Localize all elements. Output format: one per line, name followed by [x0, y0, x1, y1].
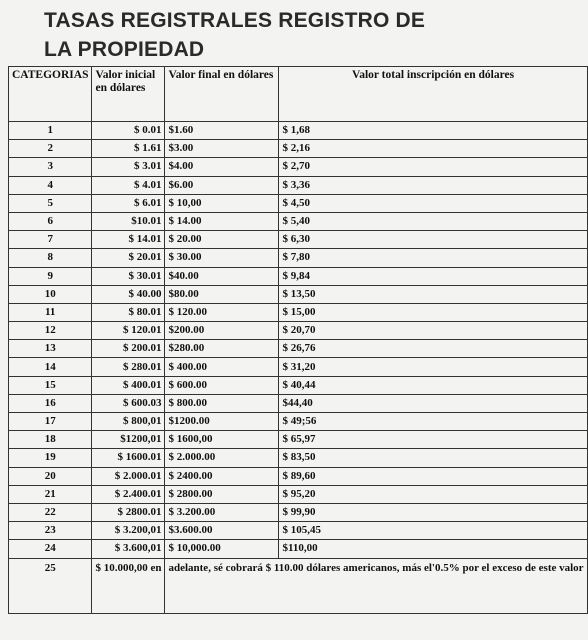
cell-final-value: $80.00: [165, 285, 279, 303]
cell-category: 15: [9, 376, 92, 394]
table-row: [9, 194, 588, 212]
cell-final-value: $4.00: [165, 158, 279, 176]
cell-total-value: $ 15,00: [279, 303, 587, 321]
cell-category: 7: [9, 231, 92, 249]
header-valor-final: Valor final en dólares: [165, 67, 279, 122]
table-row: [9, 140, 588, 158]
table-row: [9, 231, 588, 249]
cell-category: 23: [9, 522, 92, 540]
cell-initial-value: $ 2.000.01: [92, 467, 165, 485]
table-row: [9, 303, 588, 321]
cell-final-value: $ 600.00: [165, 376, 279, 394]
cell-initial-value: $ 2800.01: [92, 503, 165, 521]
cell-initial-value: $ 0.01: [92, 122, 165, 140]
table-row: [9, 176, 588, 194]
cell-final-value: $ 2.000.00: [165, 449, 279, 467]
cell-final-value: $1200.00: [165, 413, 279, 431]
table-row: [9, 540, 588, 558]
cell-total-value: $ 2,70: [279, 158, 587, 176]
cell-category: 8: [9, 249, 92, 267]
cell-total-value: $ 49;56: [279, 413, 587, 431]
table-row: [9, 394, 588, 412]
cell-category: 18: [9, 431, 92, 449]
cell-total-value: $ 99,90: [279, 503, 587, 521]
table-row: [9, 522, 588, 540]
cell-initial-value: $ 1600.01: [92, 449, 165, 467]
cell-final-value: $3.600.00: [165, 522, 279, 540]
table-row: [9, 285, 588, 303]
cell-final-value: $ 400.00: [165, 358, 279, 376]
cell-initial-value: $ 20.01: [92, 249, 165, 267]
cell-category: 19: [9, 449, 92, 467]
cell-total-value: $ 89,60: [279, 467, 587, 485]
cell-initial-value: $ 200.01: [92, 340, 165, 358]
cell-category: 2: [9, 140, 92, 158]
table-header-row: [9, 67, 588, 122]
cell-category: 4: [9, 176, 92, 194]
cell-category: 13: [9, 340, 92, 358]
cell-category: 12: [9, 322, 92, 340]
cell-category: 22: [9, 503, 92, 521]
cell-final-value: $ 120.00: [165, 303, 279, 321]
header-categorias: CATEGORIAS: [9, 67, 92, 122]
table-row: [9, 467, 588, 485]
cell-total-value: $ 4,50: [279, 194, 587, 212]
cell-final-value: $40.00: [165, 267, 279, 285]
table-row: [9, 358, 588, 376]
cell-initial-value: $ 2.400.01: [92, 485, 165, 503]
cell-total-value: $110,00: [279, 540, 587, 558]
cell-initial-value: $ 1.61: [92, 140, 165, 158]
cell-total-value: $ 105,45: [279, 522, 587, 540]
cell-final-value: $ 3.200.00: [165, 503, 279, 521]
cell-initial-value: $ 800,01: [92, 413, 165, 431]
table-row: [9, 158, 588, 176]
cell-final-value: $280.00: [165, 340, 279, 358]
cell-initial-value: $ 80.01: [92, 303, 165, 321]
header-valor-inicial: Valor inicial en dólares: [92, 67, 165, 122]
cell-total-value: $ 9,84: [279, 267, 587, 285]
cell-total-value: $ 20,70: [279, 322, 587, 340]
cell-category: 11: [9, 303, 92, 321]
cell-total-value: $ 5,40: [279, 212, 587, 230]
cell-total-value: $ 95,20: [279, 485, 587, 503]
cell-total-value: $ 31,20: [279, 358, 587, 376]
cell-category: 24: [9, 540, 92, 558]
table-row: [9, 249, 588, 267]
cell-final-value: $ 10,000.00: [165, 540, 279, 558]
cell-initial-value: $ 40.00: [92, 285, 165, 303]
table-row: [9, 340, 588, 358]
header-valor-total: Valor total inscripción en dólares: [279, 67, 587, 122]
cell-initial-value: $ 10.000,00 en: [92, 558, 165, 613]
cell-final-value: $6.00: [165, 176, 279, 194]
cell-initial-value: $ 280.01: [92, 358, 165, 376]
cell-initial-value: $ 14.01: [92, 231, 165, 249]
cell-final-value: $ 2400.00: [165, 467, 279, 485]
cell-initial-value: $ 6.01: [92, 194, 165, 212]
table-row: [9, 431, 588, 449]
table-row: [9, 413, 588, 431]
cell-total-value: $ 13,50: [279, 285, 587, 303]
cell-total-value: $ 7,80: [279, 249, 587, 267]
cell-initial-value: $ 400.01: [92, 376, 165, 394]
page-title: [44, 6, 424, 64]
cell-total-value: $ 83,50: [279, 449, 587, 467]
cell-total-value: $ 40,44: [279, 376, 587, 394]
table-row: [9, 267, 588, 285]
cell-initial-value: $ 120.01: [92, 322, 165, 340]
cell-initial-value: $ 3.600,01: [92, 540, 165, 558]
table-body: [9, 122, 588, 614]
cell-category: 9: [9, 267, 92, 285]
cell-total-value: $ 26,76: [279, 340, 587, 358]
cell-final-value: $200.00: [165, 322, 279, 340]
cell-initial-value: $10.01: [92, 212, 165, 230]
cell-category: 14: [9, 358, 92, 376]
table-row: [9, 376, 588, 394]
cell-overflow-note: adelante, sé cobrará $ 110.00 dólares americanos, más el'0.5% por el exceso de este valor: [165, 558, 587, 613]
cell-initial-value: $1200,01: [92, 431, 165, 449]
cell-final-value: $3.00: [165, 140, 279, 158]
cell-final-value: $ 20.00: [165, 231, 279, 249]
fees-table: [8, 66, 588, 614]
cell-final-value: $1.60: [165, 122, 279, 140]
cell-final-value: $ 1600,00: [165, 431, 279, 449]
cell-category: 10: [9, 285, 92, 303]
cell-category: 25: [9, 558, 92, 613]
cell-initial-value: $ 3.200,01: [92, 522, 165, 540]
cell-initial-value: $ 600.03: [92, 394, 165, 412]
cell-category: 6: [9, 212, 92, 230]
cell-final-value: $ 2800.00: [165, 485, 279, 503]
cell-category: 5: [9, 194, 92, 212]
table-row: [9, 485, 588, 503]
cell-category: 21: [9, 485, 92, 503]
cell-total-value: $ 3,36: [279, 176, 587, 194]
table-row: [9, 503, 588, 521]
cell-final-value: $ 10,00: [165, 194, 279, 212]
cell-final-value: $ 14.00: [165, 212, 279, 230]
page-title-line-2: LA PROPIEDAD: [44, 38, 205, 61]
cell-total-value: $ 1,68: [279, 122, 587, 140]
cell-final-value: $ 30.00: [165, 249, 279, 267]
table-row-last: [9, 558, 588, 613]
cell-total-value: $ 2,16: [279, 140, 587, 158]
page-title-line-1: TASAS REGISTRALES REGISTRO DE: [44, 9, 426, 32]
cell-category: 17: [9, 413, 92, 431]
cell-initial-value: $ 3.01: [92, 158, 165, 176]
cell-category: 20: [9, 467, 92, 485]
table-row: [9, 212, 588, 230]
cell-final-value: $ 800.00: [165, 394, 279, 412]
cell-initial-value: $ 30.01: [92, 267, 165, 285]
cell-category: 1: [9, 122, 92, 140]
cell-total-value: $44,40: [279, 394, 587, 412]
cell-total-value: $ 65,97: [279, 431, 587, 449]
table-row: [9, 322, 588, 340]
table-row: [9, 122, 588, 140]
cell-category: 3: [9, 158, 92, 176]
cell-initial-value: $ 4.01: [92, 176, 165, 194]
cell-category: 16: [9, 394, 92, 412]
cell-total-value: $ 6,30: [279, 231, 587, 249]
table-row: [9, 449, 588, 467]
